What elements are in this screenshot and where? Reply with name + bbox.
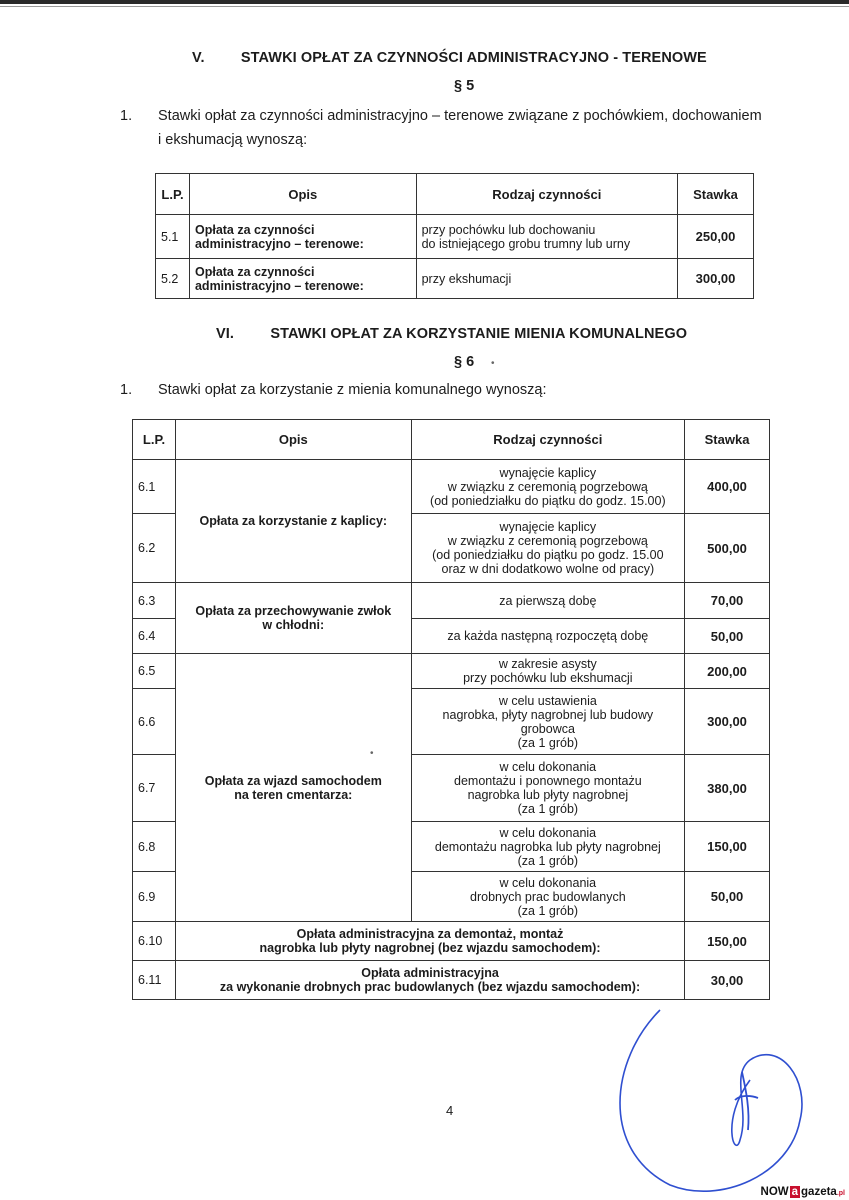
logo-text-b: gazeta xyxy=(801,1186,837,1198)
top-border-thin xyxy=(0,6,849,7)
opis-line: Opłata za czynności xyxy=(194,264,315,279)
logo-box: a xyxy=(791,1186,799,1198)
header-rodzaj: Rodzaj czynności xyxy=(416,174,677,215)
rodzaj-line: w celu dokonania xyxy=(499,825,597,840)
intro-line-1: Stawki opłat za czynności administracyjno – terenowe związane z pochówkiem, dochowaniem xyxy=(158,108,762,124)
cell-stawka: 30,00 xyxy=(685,961,770,1000)
top-border xyxy=(0,0,849,4)
group-wjazd xyxy=(175,654,411,922)
section-v-number: V. xyxy=(192,50,205,66)
cell-rodzaj xyxy=(416,215,677,259)
intro-number: 1. xyxy=(120,108,133,124)
intro-line-2: i ekshumacją wynoszą: xyxy=(158,132,308,148)
group-line: w chłodni: xyxy=(262,618,325,632)
section-v-title: STAWKI OPŁAT ZA CZYNNOŚCI ADMINISTRACYJNO - TERENOWE xyxy=(240,50,707,66)
intro-line-1: Stawki opłat za korzystanie z mienia komunalnego wynoszą: xyxy=(158,382,547,398)
paragraph-5: § 5 xyxy=(454,78,475,94)
cell-rodzaj xyxy=(411,514,684,583)
cell-stawka: 50,00 xyxy=(685,619,770,654)
group-kaplica: Opłata za korzystanie z kaplicy: xyxy=(175,460,411,583)
rodzaj-line: wynajęcie kaplicy xyxy=(499,465,597,480)
cell-lp: 6.4 xyxy=(133,619,176,654)
table-section-5 xyxy=(155,173,754,299)
cell-stawka: 400,00 xyxy=(685,460,770,514)
table-row xyxy=(133,961,770,1000)
table-header-row xyxy=(156,174,754,215)
rodzaj-line: grobowca xyxy=(520,721,575,736)
rodzaj-line: nagrobka lub płyty nagrobnej xyxy=(467,788,629,802)
section-v-intro xyxy=(120,104,840,152)
opis-line: nagrobka lub płyty nagrobnej (bez wjazdu samochodem): xyxy=(259,941,601,955)
rodzaj-line: w związku z ceremonią pogrzebową xyxy=(447,534,648,548)
opis-line: za wykonanie drobnych prac budowlanych (bez wjazdu samochodem): xyxy=(219,980,641,994)
rodzaj-line: (od poniedziałku do piątku po godz. 15.00 xyxy=(432,548,664,562)
cell-opis xyxy=(189,259,416,299)
rodzaj-line: nagrobka, płyty nagrobnej lub budowy xyxy=(442,707,654,722)
header-lp: L.P. xyxy=(133,420,176,460)
rodzaj-line: przy pochówku lub dochowaniu xyxy=(421,222,596,237)
group-line: na teren cmentarza: xyxy=(234,787,353,802)
rodzaj-line: (od poniedziałku do piątku do godz. 15.00) xyxy=(430,493,666,508)
table-row xyxy=(133,922,770,961)
cell-stawka: 300,00 xyxy=(678,259,754,299)
cell-stawka: 250,00 xyxy=(678,215,754,259)
cell-rodzaj xyxy=(411,822,684,872)
rodzaj-line: do istniejącego grobu trumny lub urny xyxy=(421,236,631,251)
cell-stawka: 50,00 xyxy=(685,872,770,922)
cell-lp: 6.10 xyxy=(133,922,176,961)
cell-rodzaj xyxy=(411,755,684,822)
rodzaj-line: demontażu i ponownego montażu xyxy=(454,774,642,788)
rodzaj-line: drobnych prac budowlanych xyxy=(470,889,626,904)
header-opis: Opis xyxy=(175,420,411,460)
rodzaj-line: przy pochówku lub ekshumacji xyxy=(463,671,633,685)
logo-tld: .pl xyxy=(836,1190,845,1197)
cell-lp: 5.2 xyxy=(156,259,190,299)
section-vi-heading xyxy=(216,326,687,342)
cell-rodzaj xyxy=(411,872,684,922)
cell-stawka: 200,00 xyxy=(685,654,770,689)
section-vi-title: STAWKI OPŁAT ZA KORZYSTANIE MIENIA KOMUNALNEGO xyxy=(270,326,688,342)
rodzaj-line: w celu ustawienia xyxy=(498,693,597,708)
section-vi-number: VI. xyxy=(216,326,235,342)
rodzaj-line: (za 1 grób) xyxy=(517,802,579,816)
cell-rodzaj xyxy=(411,460,684,514)
rodzaj-line: oraz w dni dodatkowo wolne od pracy) xyxy=(441,562,655,576)
opis-line: Opłata administracyjna xyxy=(361,966,499,980)
table-row xyxy=(133,583,770,619)
cell-lp: 6.3 xyxy=(133,583,176,619)
rodzaj-line: (za 1 grób) xyxy=(517,735,579,750)
header-stawka: Stawka xyxy=(685,420,770,460)
cell-stawka: 380,00 xyxy=(685,755,770,822)
header-stawka: Stawka xyxy=(678,174,754,215)
rodzaj-line: (za 1 grób) xyxy=(517,853,579,868)
opis-line: Opłata za czynności xyxy=(194,222,315,237)
cell-stawka: 150,00 xyxy=(685,922,770,961)
rodzaj-line: w celu dokonania xyxy=(499,760,597,774)
cell-rodzaj xyxy=(411,654,684,689)
cell-rodzaj xyxy=(411,689,684,755)
rodzaj-line: w celu dokonania xyxy=(499,875,597,890)
header-opis: Opis xyxy=(189,174,416,215)
table-section-6 xyxy=(132,419,770,1000)
cell-lp: 6.2 xyxy=(133,514,176,583)
cell-rodzaj: przy ekshumacji xyxy=(416,259,677,299)
cell-lp: 6.1 xyxy=(133,460,176,514)
page-number: 4 xyxy=(446,1103,454,1118)
intro-number: 1. xyxy=(120,382,133,398)
cell-lp: 6.7 xyxy=(133,755,176,822)
rodzaj-line: w zakresie asysty xyxy=(498,657,597,671)
table-row xyxy=(133,654,770,689)
section-v-heading xyxy=(192,50,707,66)
group-line: Opłata za wjazd samochodem xyxy=(204,773,382,788)
rodzaj-line: w związku z ceremonią pogrzebową xyxy=(447,479,648,494)
cell-rodzaj: za pierwszą dobę xyxy=(411,583,684,619)
header-rodzaj: Rodzaj czynności xyxy=(411,420,684,460)
cell-opis-merged xyxy=(175,961,684,1000)
section-vi-intro xyxy=(120,378,840,402)
cell-stawka: 150,00 xyxy=(685,822,770,872)
table-row xyxy=(133,460,770,514)
logo-text-a: NOW xyxy=(760,1186,789,1198)
watermark-logo xyxy=(761,1186,845,1198)
cell-stawka: 70,00 xyxy=(685,583,770,619)
table-header-row xyxy=(133,420,770,460)
scan-dot: • xyxy=(370,748,374,759)
cell-lp: 6.11 xyxy=(133,961,176,1000)
header-lp: L.P. xyxy=(156,174,190,215)
rodzaj-line: demontażu nagrobka lub płyty nagrobnej xyxy=(434,839,661,854)
cell-lp: 6.9 xyxy=(133,872,176,922)
cell-rodzaj: za każda następną rozpoczętą dobę xyxy=(411,619,684,654)
cell-opis-merged xyxy=(175,922,684,961)
cell-stawka: 500,00 xyxy=(685,514,770,583)
opis-line: Opłata administracyjna za demontaż, montaż xyxy=(296,927,564,941)
scan-dot: • xyxy=(491,358,495,369)
paragraph-6: § 6 xyxy=(454,354,475,370)
cell-stawka: 300,00 xyxy=(685,689,770,755)
cell-lp: 6.5 xyxy=(133,654,176,689)
rodzaj-line: (za 1 grób) xyxy=(517,903,579,918)
table-row xyxy=(156,215,754,259)
cell-lp: 5.1 xyxy=(156,215,190,259)
group-line: Opłata za przechowywanie zwłok xyxy=(195,604,392,618)
opis-line: administracyjno – terenowe: xyxy=(194,278,364,293)
signature-image xyxy=(600,1000,820,1200)
cell-lp: 6.8 xyxy=(133,822,176,872)
table-row xyxy=(156,259,754,299)
cell-lp: 6.6 xyxy=(133,689,176,755)
rodzaj-line: wynajęcie kaplicy xyxy=(499,520,597,534)
cell-opis xyxy=(189,215,416,259)
group-chlodnia xyxy=(175,583,411,654)
opis-line: administracyjno – terenowe: xyxy=(194,236,364,251)
